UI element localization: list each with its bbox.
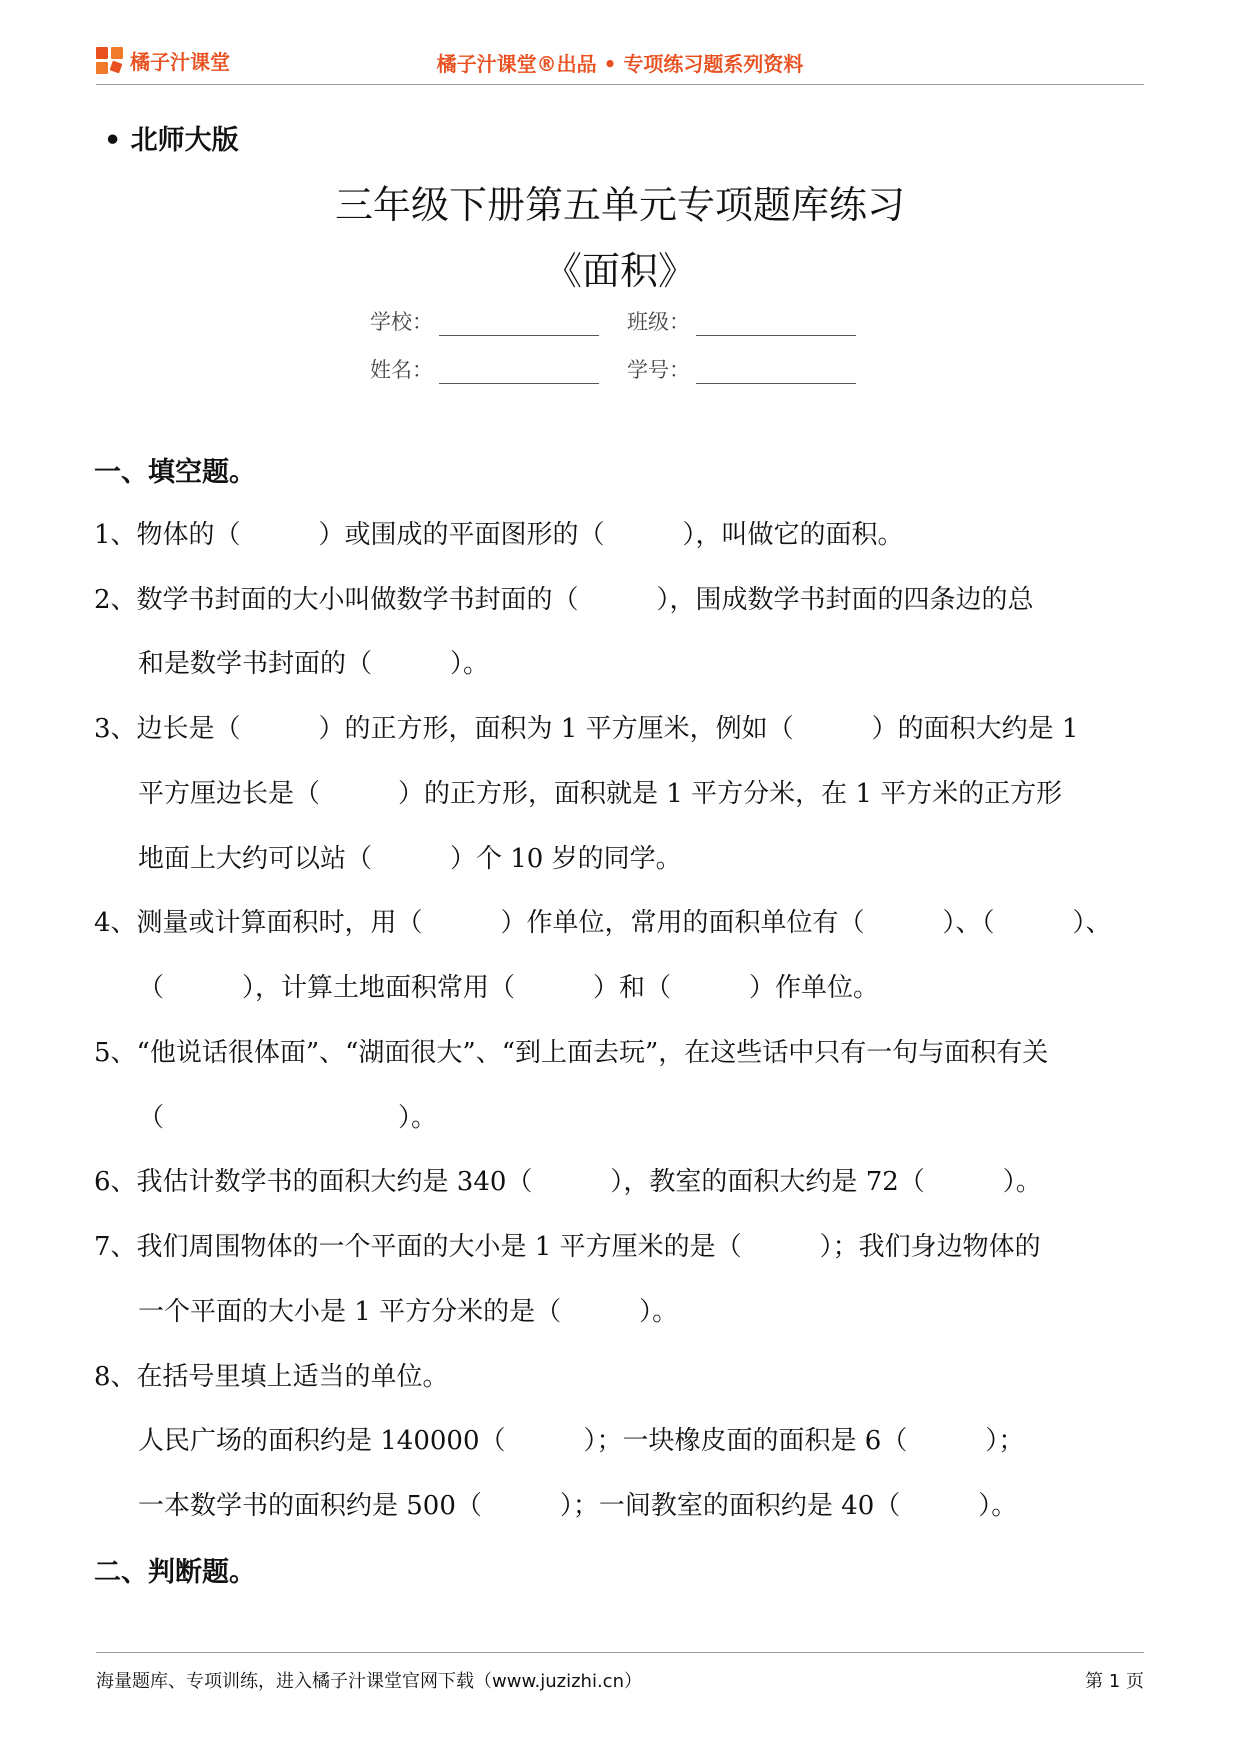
page-subtitle: 《面积》 [543,249,696,293]
question-8-line-3: 一本数学书的面积约是 500（ ）；一间教室的面积约是 40（ ）。 [138,1491,1018,1521]
school-label: 学校： [370,310,433,334]
page-title: 三年级下册第五单元专项题库练习 [334,183,905,227]
info-row-1 [370,306,884,336]
question-7-line-1: 7、我们周围物体的一个平面的大小是 1 平方厘米的是（ ）；我们身边物体的 [94,1232,1041,1262]
header-title: 橘子汁课堂®出品 • 专项练习题系列资料 [436,52,804,76]
question-6: 6、我估计数学书的面积大约是 340（ ），教室的面积大约是 72（ ）。 [94,1167,1042,1197]
logo-text: 橘子汁课堂 [130,50,230,74]
question-3-line-2: 平方厘边长是（ ）的正方形，面积就是 1 平方分米，在 1 平方米的正方形 [138,779,1063,809]
question-2-line-2: 和是数学书封面的（ ）。 [138,649,490,679]
question-4-line-2: （ ），计算土地面积常用（ ）和（ ）作单位。 [138,973,880,1003]
name-field [370,354,599,384]
question-8-line-2: 人民广场的面积约是 140000（ ）；一块橡皮面的面积是 6（ ）； [138,1426,1025,1456]
id-blank[interactable] [696,359,856,384]
question-2-line-1: 2、数学书封面的大小叫做数学书封面的（ ），围成数学书封面的四条边的总 [94,585,1034,615]
question-3-line-3: 地面上大约可以站（ ）个 10 岁的同学。 [138,844,682,874]
page-number: 第 1 页 [1085,1671,1144,1692]
question-5-line-2: （ ）。 [138,1103,438,1133]
question-8-line-1: 8、在括号里填上适当的单位。 [94,1362,449,1392]
edition-label: • 北师大版 [104,125,239,156]
section-fill-in: 一、填空题。 [94,457,256,488]
school-field [370,306,599,336]
id-label: 学号： [627,358,690,382]
question-5-line-1: 5、“他说话很体面”、“湖面很大”、“到上面去玩”，在这些话中只有一句与面积有关 [94,1038,1049,1068]
section-judgment: 二、判断题。 [94,1557,256,1588]
name-label: 姓名： [370,358,433,382]
question-3-line-1: 3、边长是（ ）的正方形，面积为 1 平方厘米，例如（ ）的面积大约是 1 [94,714,1079,744]
class-label: 班级： [627,310,690,334]
name-blank[interactable] [439,359,599,384]
question-1: 1、物体的（ ）或围成的平面图形的（ ），叫做它的面积。 [94,520,904,550]
question-4-line-1: 4、测量或计算面积时，用（ ）作单位，常用的面积单位有（ ）、（ ）、 [94,908,1112,938]
question-7-line-2: 一个平面的大小是 1 平方分米的是（ ）。 [138,1297,679,1327]
page-header [96,38,1144,85]
id-field [627,354,856,384]
page-footer [96,1652,1144,1693]
school-blank[interactable] [439,311,599,336]
class-blank[interactable] [696,311,856,336]
info-row-2 [370,354,884,384]
class-field [627,306,856,336]
footer-text: 海量题库、专项训练，进入橘子汁课堂官网下载（www.juzizhi.cn） [96,1671,642,1692]
